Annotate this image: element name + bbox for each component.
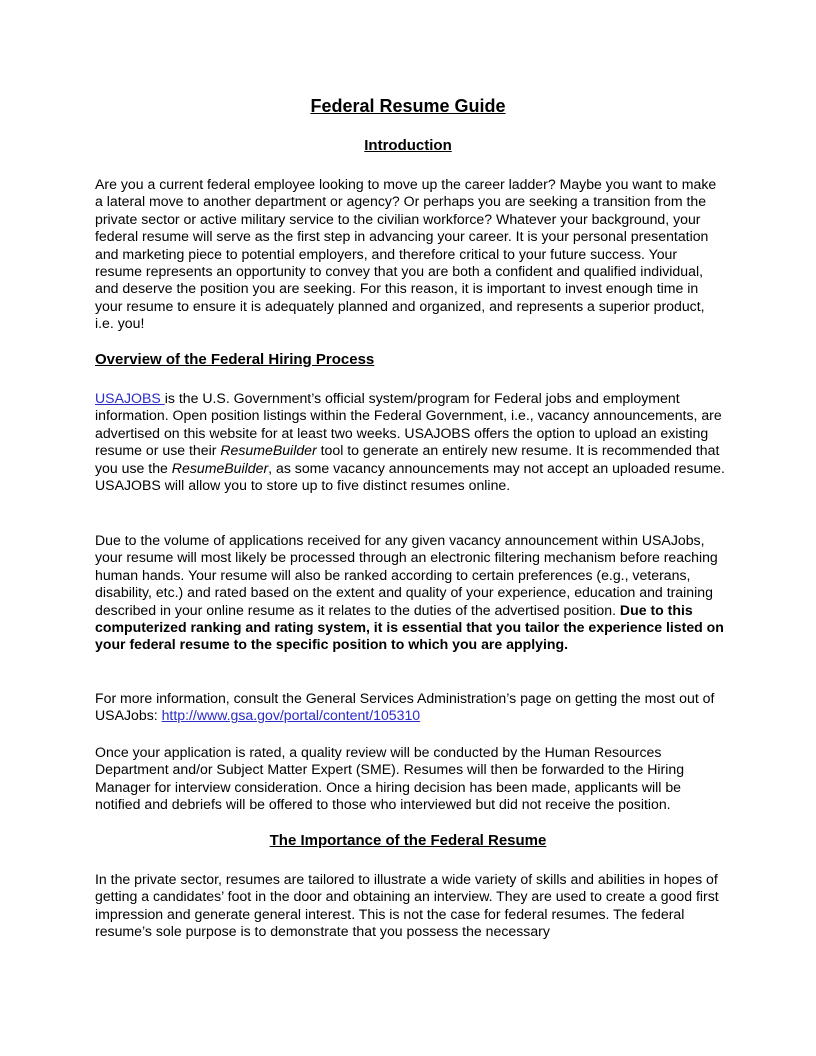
importance-paragraph: In the private sector, resumes are tailored to illustrate a wide variety of skills and abilities in hopes of getting a candidates’ foot in the door and obtaining an interview. They are used to create a good first impression and generate general interest. This is not the case for federal resumes. The federal resume’s sole purpose is to demonstrate that you possess the necessary [95, 871, 719, 940]
ranking-text: Due to the volume of applications received for any given vacancy announcement within USAJobs, your resume will most likely be processed through an electronic filtering mechanism before reaching human hands. Your resume will also be ranked according to certain preferences (e.g., veterans, disability, etc.) and rated based on the extent and quality of your experience, education and training described in your online resume as it relates to the duties of the advertised position. [95, 532, 718, 618]
usajobs-text-3: , as some vacancy announcements may not accept an uploaded resume. USAJOBS will allow you to store up to five distinct resumes online. [95, 459, 725, 494]
importance-heading: The Importance of the Federal Resume [269, 832, 547, 849]
usajobs-paragraph [95, 390, 725, 494]
usajobs-link[interactable]: USAJOBS [95, 390, 165, 406]
gsa-text: For more information, consult the General Services Administration’s page on getting the most out of USAJobs: [95, 690, 715, 724]
gsa-link[interactable]: http://www.gsa.gov/portal/content/105310 [161, 707, 421, 724]
document-title: Federal Resume Guide [310, 96, 506, 116]
review-paragraph: Once your application is rated, a quality review will be conducted by the Human Resources Department and/or Subject Matter Expert (SME). Resumes will then be forwarded to the Hiring Manager for interview consideration. Once a hiring decision has been made, applicants will be notified and debriefs will be offered to those who interviewed but did not receive the position. [95, 744, 685, 813]
resumebuilder-term: ResumeBuilder [220, 442, 317, 459]
resumebuilder-term-2: ResumeBuilder [171, 459, 269, 476]
overview-heading: Overview of the Federal Hiring Process [95, 351, 375, 368]
gsa-paragraph [95, 690, 725, 725]
usajobs-text-2: tool to generate an entirely new resume. It is recommended that you use the [95, 442, 720, 476]
ranking-paragraph [95, 532, 725, 654]
usajobs-text-1: is the U.S. Government’s official system/program for Federal jobs and employment information. Open position listings within the Federal Government, i.e., vacancy announcements, are advertised on this website for at least two weeks. USAJOBS offers the option to upload an existing resume or use their [95, 390, 722, 459]
introduction-heading: Introduction [364, 137, 452, 154]
introduction-paragraph: Are you a current federal employee looking to move up the career ladder? Maybe you want to make a lateral move to another department or agency? Or perhaps you are seeking a transition from the private sector or active military service to the civilian workforce? Whatever your background, your federal resume will serve as the first step in advancing your career. It is your personal presentation and marketing piece to potential employers, and therefore critical to your future success. Your resume represents an opportunity to convey that you are both a confident and qualified individual, and deserve the position you are seeking. For this reason, it is important to invest enough time in your resume to ensure it is adequately planned and organized, and represents a superior product, i.e. you! [95, 176, 717, 332]
ranking-emphasis: Due to this computerized ranking and rating system, it is essential that you tailor the experience listed on your federal resume to the specific position to which you are applying. [95, 601, 724, 653]
